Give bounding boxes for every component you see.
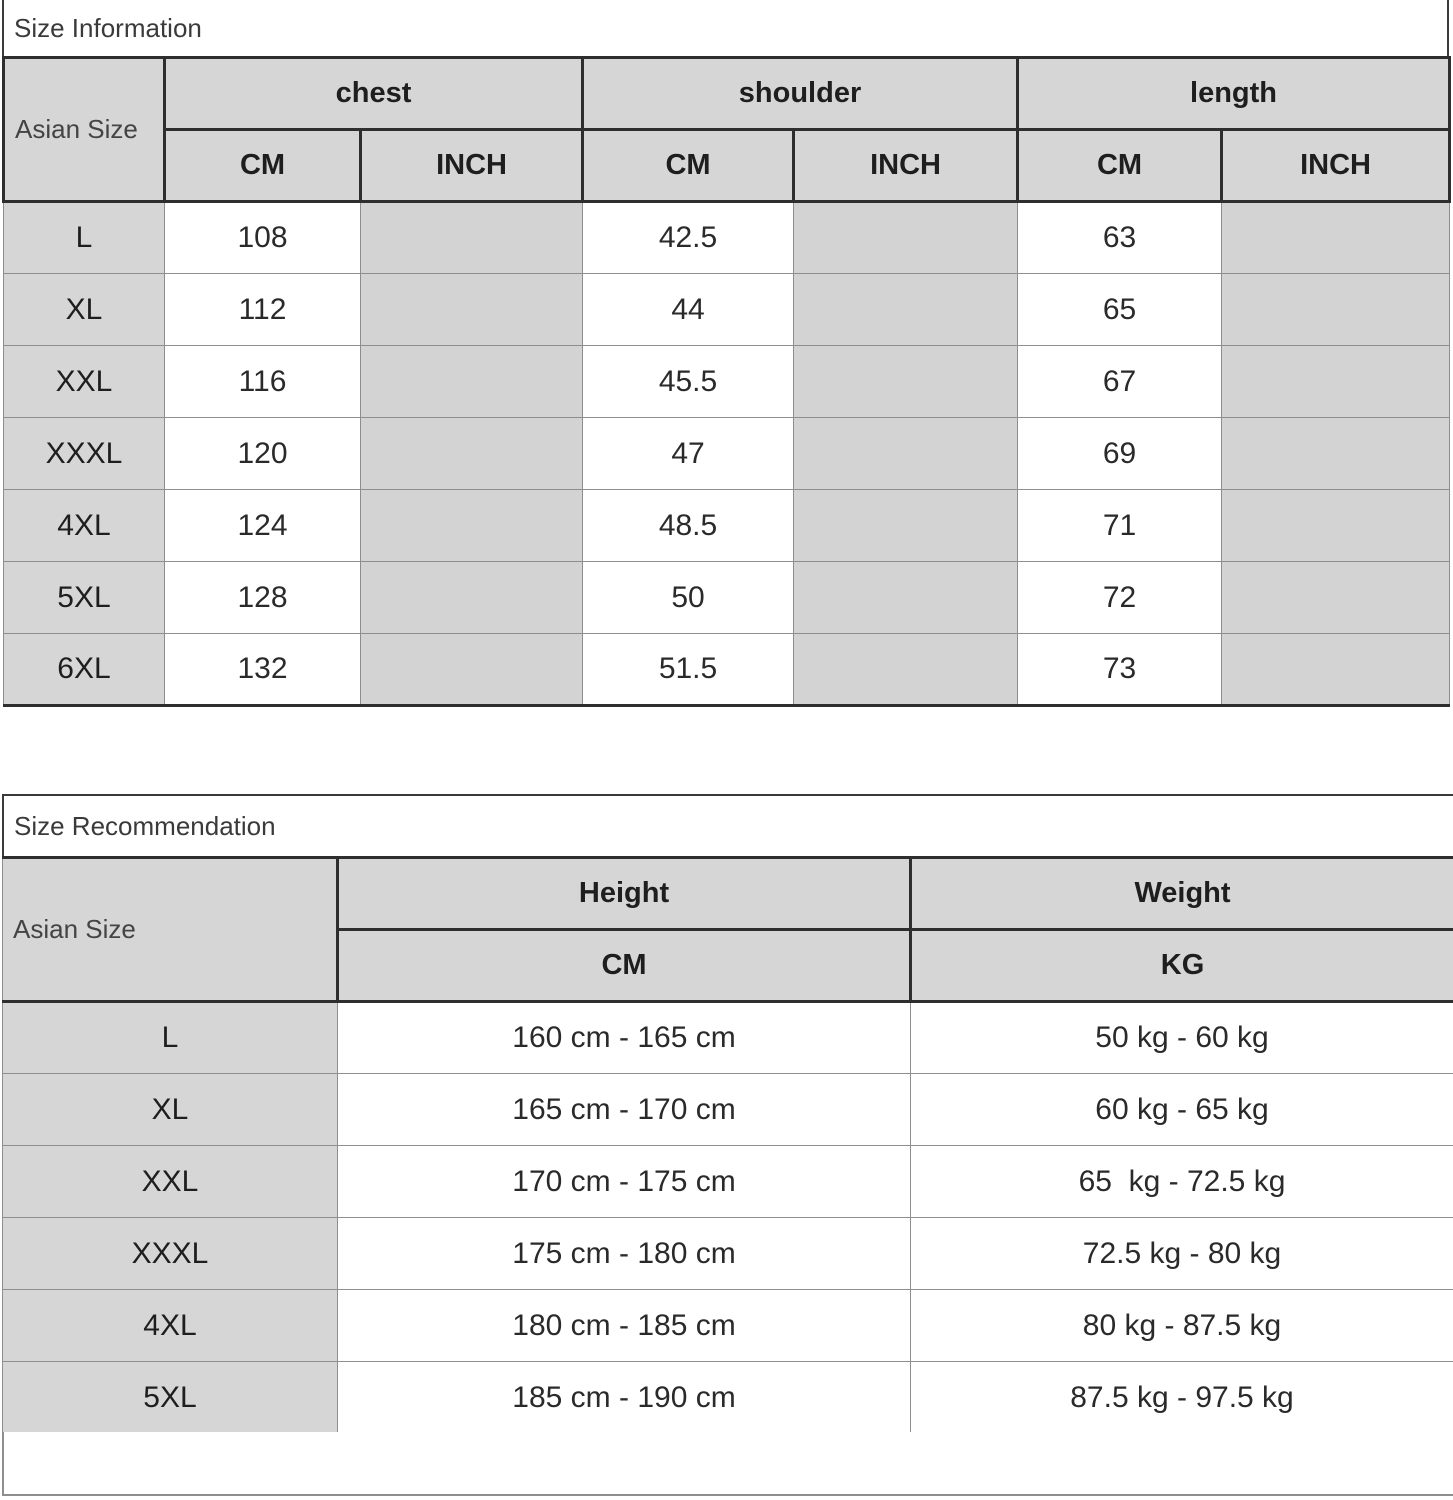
shoulder-inch-cell [794,562,1018,634]
height-cell: 175 cm - 180 cm [338,1218,911,1290]
size-information-table [2,56,1451,707]
size-information-caption-text: Size Information [14,12,202,43]
chest-inch-header: INCH [361,130,583,202]
length-inch-cell [1222,634,1450,706]
length-inch-cell [1222,202,1450,274]
length-cm-cell: 71 [1018,490,1222,562]
weight-cell: 65 kg - 72.5 kg [911,1146,1453,1218]
size-recommendation-table [2,856,1453,1434]
table-row [4,346,1450,418]
length-inch-header: INCH [1222,130,1450,202]
shoulder-cm-cell: 42.5 [583,202,794,274]
chest-cm-cell: 128 [165,562,361,634]
size-cell: XXL [3,1146,338,1218]
size-recommendation-corner-cell [3,858,338,1002]
table-row [4,202,1450,274]
shoulder-inch-cell [794,634,1018,706]
table-row [3,1290,1453,1362]
height-cell: 180 cm - 185 cm [338,1290,911,1362]
shoulder-cm-header: CM [583,130,794,202]
table-row [4,274,1450,346]
length-header: length [1018,58,1450,130]
shoulder-header: shoulder [583,58,1018,130]
table-row [4,562,1450,634]
length-cm-cell: 63 [1018,202,1222,274]
height-cm-header: CM [338,930,911,1002]
shoulder-inch-cell [794,346,1018,418]
size-cell: L [3,1002,338,1074]
size-cell: L [4,202,165,274]
weight-cell: 87.5 kg - 97.5 kg [911,1362,1453,1434]
size-recommendation-caption-text: Size Recommendation [14,810,276,841]
table-row [4,490,1450,562]
chest-cm-cell: 108 [165,202,361,274]
length-inch-cell [1222,274,1450,346]
shoulder-inch-cell [794,490,1018,562]
shoulder-cm-cell: 51.5 [583,634,794,706]
asian-size-label: Asian Size [13,914,136,944]
table-footer-strip [2,1432,1453,1496]
chest-inch-cell [361,562,583,634]
height-cell: 185 cm - 190 cm [338,1362,911,1434]
chest-cm-header: CM [165,130,361,202]
weight-cell: 72.5 kg - 80 kg [911,1218,1453,1290]
size-cell: XXXL [3,1218,338,1290]
chest-inch-cell [361,634,583,706]
table-row [3,1146,1453,1218]
height-cell: 160 cm - 165 cm [338,1002,911,1074]
height-cell: 170 cm - 175 cm [338,1146,911,1218]
length-inch-cell [1222,346,1450,418]
shoulder-cm-cell: 50 [583,562,794,634]
length-cm-cell: 65 [1018,274,1222,346]
chest-cm-cell: 124 [165,490,361,562]
shoulder-inch-cell [794,274,1018,346]
shoulder-inch-cell [794,418,1018,490]
length-inch-cell [1222,490,1450,562]
table-row [3,1218,1453,1290]
size-cell: XL [4,274,165,346]
weight-kg-header: KG [911,930,1453,1002]
weight-cell: 80 kg - 87.5 kg [911,1290,1453,1362]
chest-inch-cell [361,490,583,562]
length-cm-header: CM [1018,130,1222,202]
chest-inch-cell [361,346,583,418]
size-information-corner-cell [4,58,165,202]
table-row [4,418,1450,490]
height-cell: 165 cm - 170 cm [338,1074,911,1146]
size-cell: 5XL [4,562,165,634]
weight-cell: 60 kg - 65 kg [911,1074,1453,1146]
chest-cm-cell: 132 [165,634,361,706]
length-cm-cell: 73 [1018,634,1222,706]
shoulder-inch-header: INCH [794,130,1018,202]
chest-inch-cell [361,202,583,274]
chest-cm-cell: 116 [165,346,361,418]
size-cell: XXXL [4,418,165,490]
table-row [3,1002,1453,1074]
table-row [4,634,1450,706]
size-cell: 4XL [4,490,165,562]
weight-header: Weight [911,858,1453,930]
weight-cell: 50 kg - 60 kg [911,1002,1453,1074]
size-cell: 5XL [3,1362,338,1434]
chest-inch-cell [361,274,583,346]
size-cell: XXL [4,346,165,418]
shoulder-cm-cell: 45.5 [583,346,794,418]
table-row [3,1074,1453,1146]
size-recommendation-caption [2,794,1453,858]
length-cm-cell: 67 [1018,346,1222,418]
size-cell: 6XL [4,634,165,706]
shoulder-cm-cell: 44 [583,274,794,346]
length-inch-cell [1222,562,1450,634]
chest-cm-cell: 112 [165,274,361,346]
size-information-caption [2,0,1449,58]
length-cm-cell: 72 [1018,562,1222,634]
size-cell: XL [3,1074,338,1146]
height-header: Height [338,858,911,930]
length-inch-cell [1222,418,1450,490]
length-cm-cell: 69 [1018,418,1222,490]
asian-size-label: Asian Size [15,114,138,144]
chest-inch-cell [361,418,583,490]
chest-cm-cell: 120 [165,418,361,490]
shoulder-inch-cell [794,202,1018,274]
table-row [3,1362,1453,1434]
chest-header: chest [165,58,583,130]
size-cell: 4XL [3,1290,338,1362]
shoulder-cm-cell: 47 [583,418,794,490]
shoulder-cm-cell: 48.5 [583,490,794,562]
